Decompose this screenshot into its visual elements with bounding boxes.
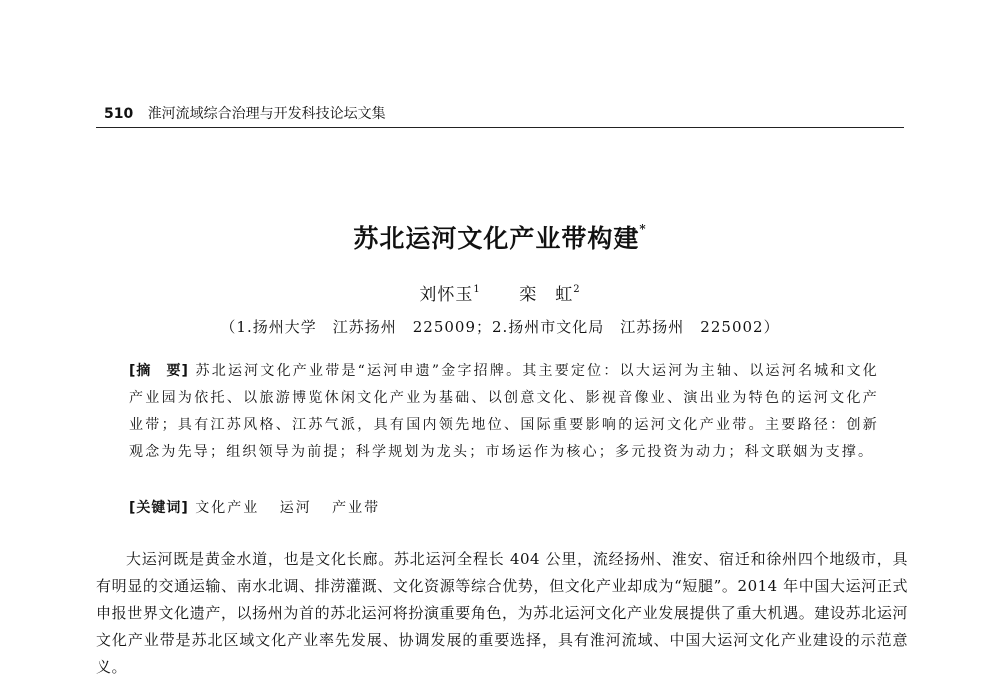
author-line [100,278,900,307]
affiliation: （1.扬州大学 江苏扬州 225009；2.扬州市文化局 江苏扬州 225002） [220,318,780,336]
keyword: 运河 [279,500,312,516]
keywords-label: [关键词] [129,500,189,516]
keywords [129,497,879,519]
author-2 [519,285,580,305]
keyword: 文化产业 [195,500,260,516]
title-footnote-mark: * [639,222,647,236]
article-title [100,212,900,256]
header-rule [96,127,904,128]
abstract-text: 苏北运河文化产业带是“运河申遗”金字招牌。其主要定位：以大运河为主轴、以运河名城和文化产业园为依托、以旅游博览休闲文化产业为基础、以创意文化、影视音像业、演出业为特色的运河文化产业带；具有江苏风格、江苏气派，具有国内领先地位、国际重要影响的运河文化产业带。主要路径：创新观念为先导；组织领导为前提；科学规划为龙头；市场运作为核心；多元投资为动力；科文联姻为支撑。 [129,363,880,460]
abstract [129,358,879,466]
author-1 [419,285,480,305]
running-header [104,105,904,123]
author-name: 刘怀玉 [419,285,474,305]
keyword: 产业带 [332,500,381,516]
page-number: 510 [104,106,134,122]
author-affil-mark: 2 [573,284,581,295]
journal-title: 淮河流域综合治理与开发科技论坛文集 [147,106,386,122]
body-paragraph: 大运河既是黄金水道，也是文化长廊。苏北运河全程长 404 公里，流经扬州、淮安、宿迁和徐州四个地级市，具有明显的交通运输、南水北调、排涝灌溉、文化资源等综合优势，但文化产业却成为“短腿”。2014 年中国大运河正式申报世界文化遗产，以扬州为首的苏北运河将扮演重要角色，为苏北运河文化产业发展提供了重大机遇。建设苏北运河文化产业带是苏北区域文化产业率先发展、协调发展的重要选择，具有淮河流域、中国大运河文化产业建设的示范意义。 [96,550,908,676]
author-name: 栾 虹 [519,285,574,305]
abstract-label: [摘 要] [129,363,189,379]
author-affil-mark: 1 [473,284,481,295]
article-title-text: 苏北运河文化产业带构建 [353,224,640,253]
